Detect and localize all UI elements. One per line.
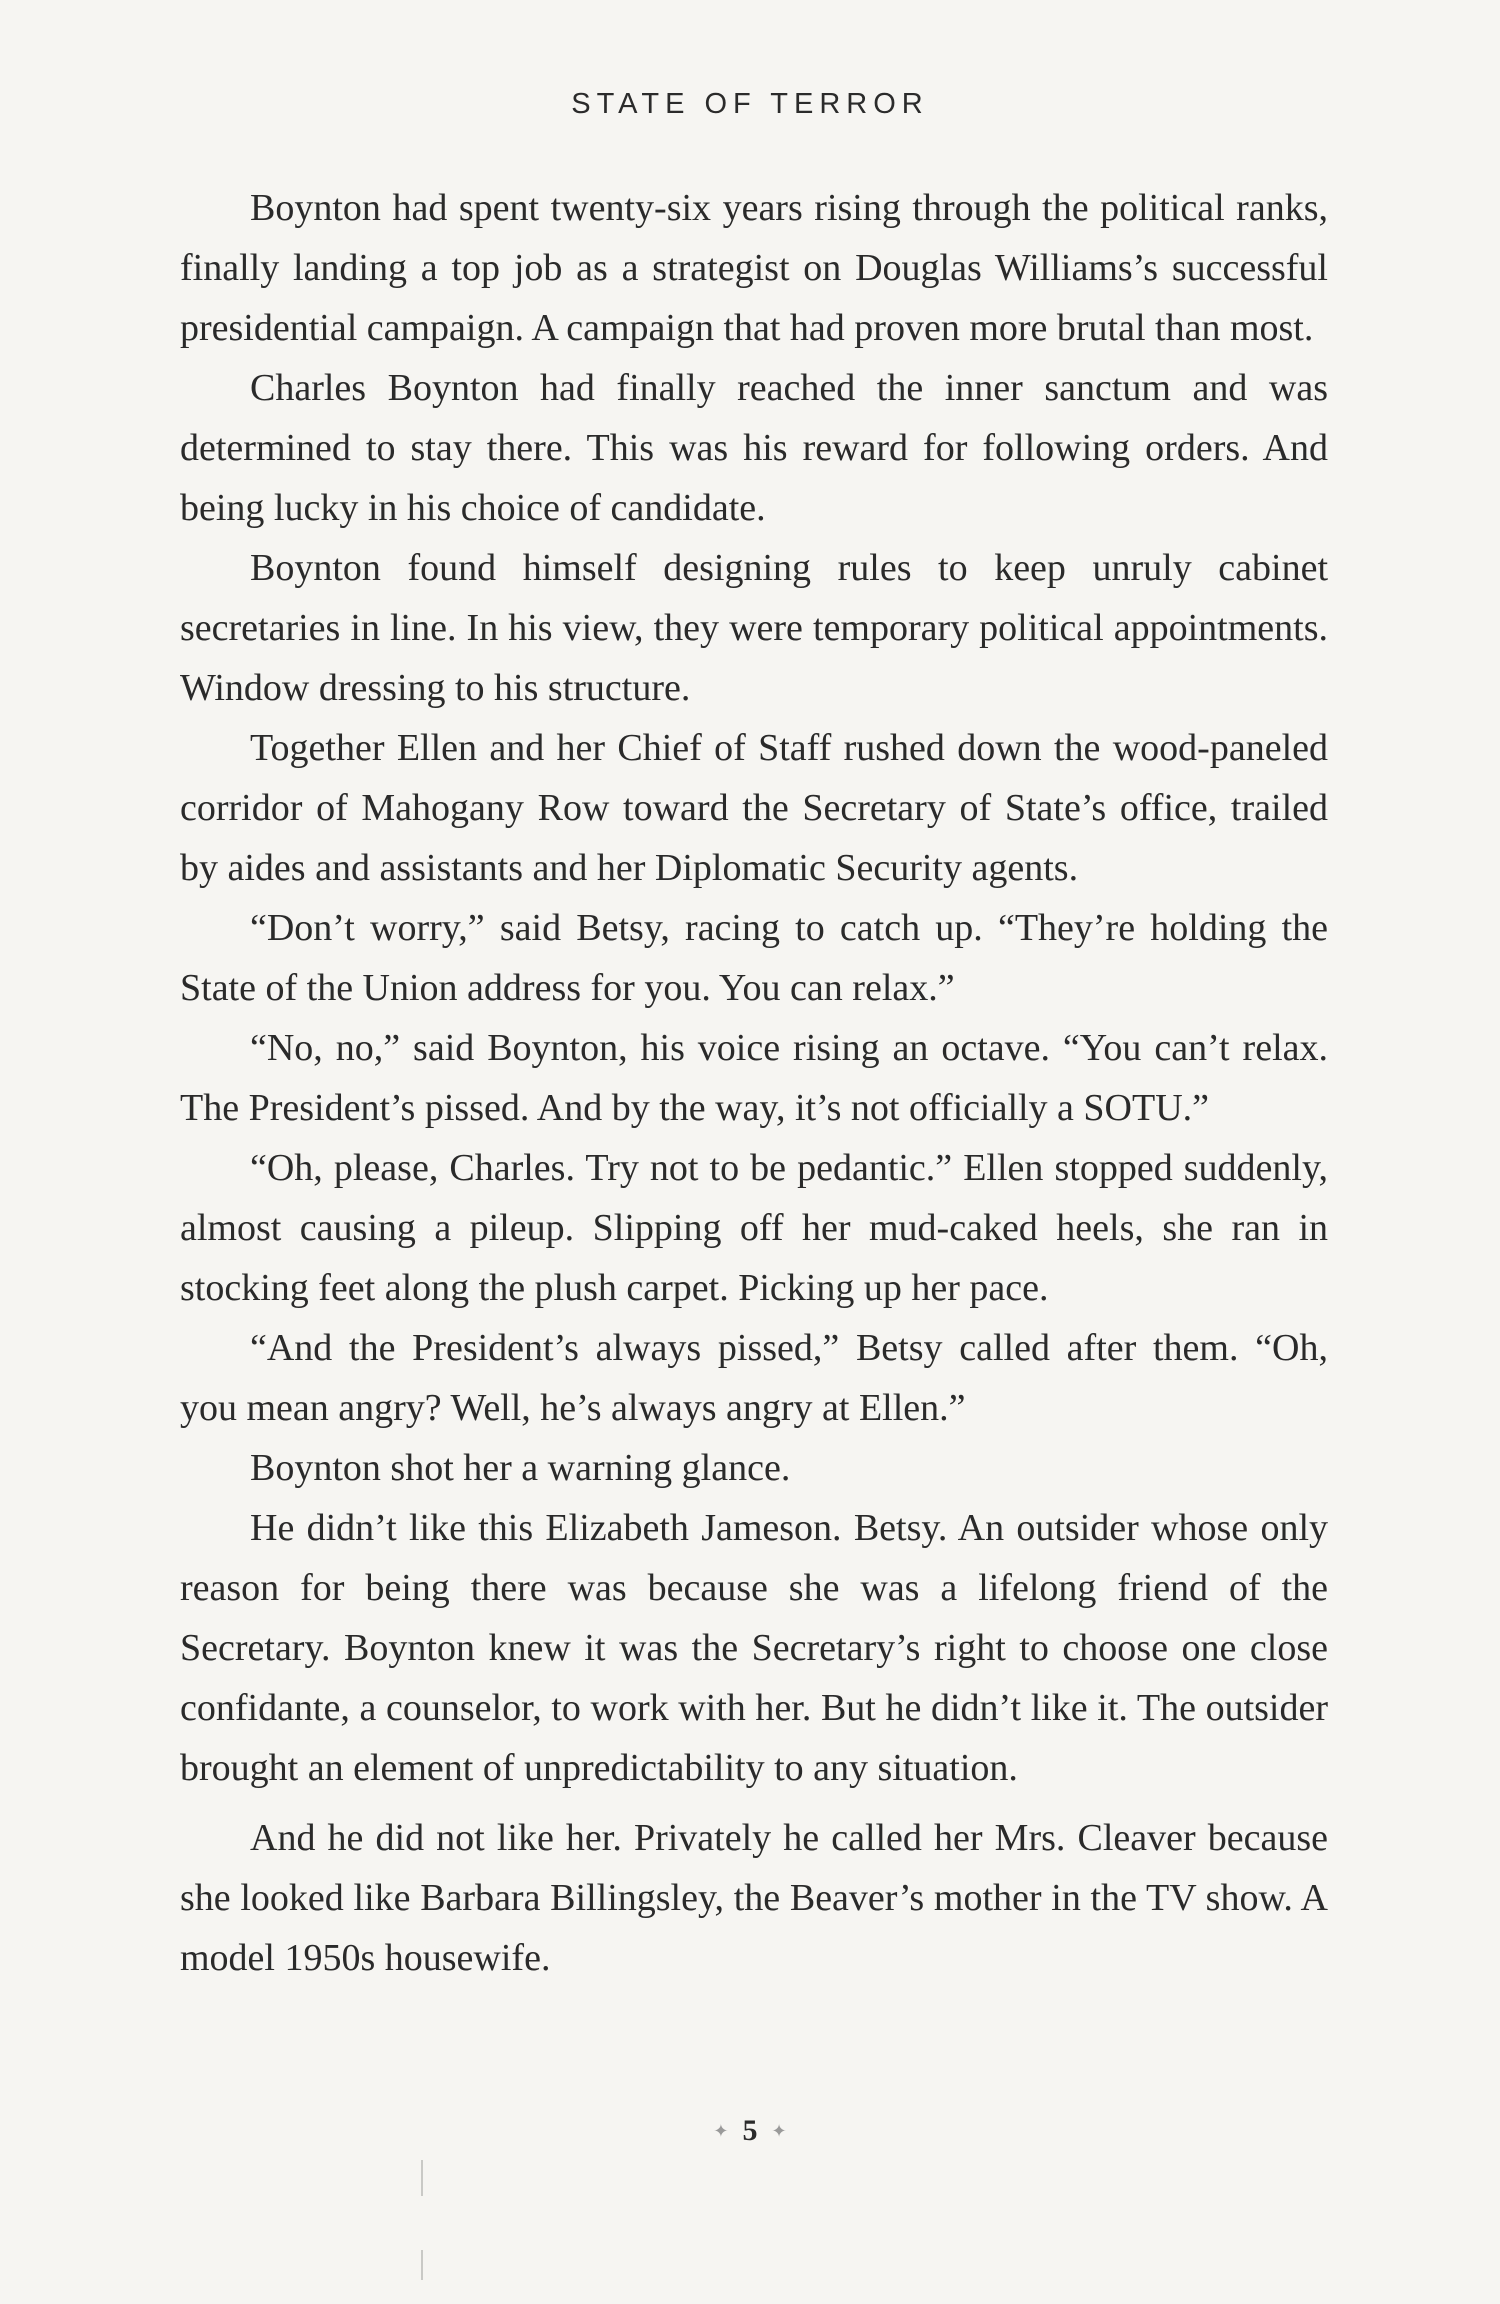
paragraph: Boynton found himself designing rules to keep unruly cabinet secretaries in line. In his view, they were temporary political appointments. Window dressing to his structure.	[180, 547, 1328, 709]
body-text	[180, 178, 1328, 1988]
paragraph: Together Ellen and her Chief of Staff rushed down the wood-paneled corridor of Mahogany Row toward the Secretary of State’s office, trailed by aides and assistants and her Diplomatic Security agents.	[180, 727, 1328, 889]
paragraph: “And the President’s always pissed,” Betsy called after them. “Oh, you mean angry? Well, he’s always angry at Ellen.”	[180, 1327, 1328, 1429]
paragraph: And he did not like her. Privately he called her Mrs. Cleaver because she looked like Barbara Billingsley, the Beaver’s mother in the TV show. A model 1950s housewife.	[180, 1817, 1328, 1979]
paragraph: “No, no,” said Boynton, his voice rising an octave. “You can’t relax. The President’s pissed. And by the way, it’s not officially a SOTU.”	[180, 1027, 1328, 1129]
folio-ornament-left: ✦	[713, 2120, 729, 2141]
paragraph: He didn’t like this Elizabeth Jameson. Betsy. An outsider whose only reason for being there was because she was a lifelong friend of the Secretary. Boynton knew it was the Secretary’s right to choose one close confidante, a counselor, to work with her. But he didn’t like it. The outsider brought an element of unpredictability to any situation.	[180, 1507, 1328, 1789]
page-number: 5	[742, 2114, 758, 2148]
running-head: STATE OF TERROR	[571, 88, 929, 120]
scan-mark	[421, 2250, 423, 2280]
scan-mark	[421, 2160, 423, 2196]
paragraph: Boynton shot her a warning glance.	[250, 1447, 791, 1489]
paragraph: “Don’t worry,” said Betsy, racing to catch up. “They’re holding the State of the Union address for you. You can relax.”	[180, 907, 1328, 1009]
paragraph: Boynton had spent twenty-six years rising through the political ranks, finally landing a top job as a strategist on Douglas Williams’s successful presidential campaign. A campaign that had proven more brutal than most.	[180, 187, 1328, 349]
page-folio	[0, 2112, 1500, 2148]
folio-ornament-right: ✦	[771, 2120, 787, 2141]
paragraph: “Oh, please, Charles. Try not to be pedantic.” Ellen stopped suddenly, almost causing a pileup. Slipping off her mud-caked heels, she ran in stocking feet along the plush carpet. Picking up her pace.	[180, 1147, 1328, 1309]
paragraph: Charles Boynton had finally reached the inner sanctum and was determined to stay there. This was his reward for following orders. And being lucky in his choice of candidate.	[180, 367, 1328, 529]
